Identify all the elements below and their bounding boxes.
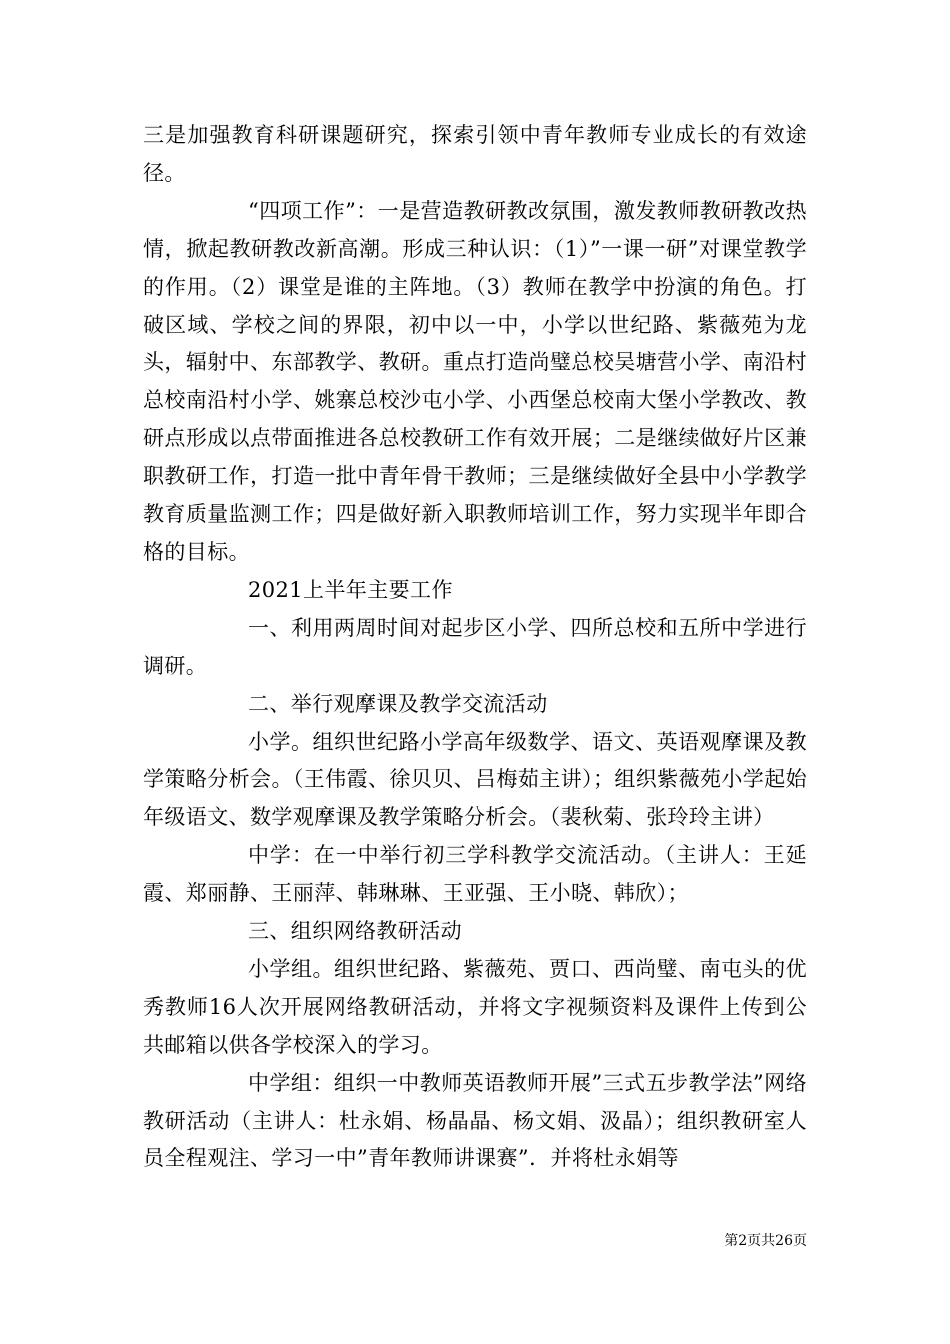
section-title-2021-first-half: 2021上半年主要工作 [248,577,453,602]
heading-item-three: 三、组织网络教研活动 [248,919,462,944]
paragraph-four-tasks: “四项工作”：一是营造教研教改氛围，激发教师教研教改热情，掀起教研教改新高潮。形成三种认识：（1）”一课一研”对课堂教学的作用。（2）课堂是谁的主阵地。（3）教师在教学中扮演的角色。打破区域、学校之间的界限，初中以一中，小学以世纪路、紫薇苑为龙头，辐射中、东部教学、教研。重点打造尚璧总校吴塘营小学、南沿村总校南沿村小学、姚寨总校沙屯小学、小西堡总校南大堡小学教改、教研点形成以点带面推进各总校教研工作有效开展；二是继续做好片区兼职教研工作，打造一批中青年骨干教师；三是继续做好全县中小学教学教育质量监测工作；四是做好新入职教师培训工作，努力实现半年即合格的目标。 [143,198,807,564]
page-number-footer: 第2页共26页 [724,1233,807,1249]
paragraph-continuation: 三是加强教育科研课题研究，探索引领中青年教师专业成长的有效途径。 [143,123,807,185]
paragraph-middle-school: 中学：在一中举行初三学科教学交流活动。（主讲人：王延霞、郑丽静、王丽萍、韩琳琳、王亚强、王小晓、韩欣）； [143,843,807,906]
heading-item-two: 二、举行观摩课及教学交流活动 [248,691,548,716]
paragraph-primary-school: 小学。组织世纪路小学高年级数学、语文、英语观摩课及教学策略分析会。（王伟霞、徐贝贝、吕梅茹主讲）；组织紫薇苑小学起始年级语文、数学观摩课及教学策略分析会。（裴秋菊、张玲玲主讲） [143,729,807,830]
paragraph-primary-group: 小学组。组织世纪路、紫薇苑、贾口、西尚璧、南屯头的优秀教师16人次开展网络教研活动，并将文字视频资料及课件上传到公共邮箱以供各学校深入的学习。 [143,956,807,1057]
document-body [143,117,807,1178]
paragraph-middle-group: 中学组：组织一中教师英语教师开展”三式五步教学法”网络教研活动（主讲人：杜永娟、杨晶晶、杨文娟、汲晶）；组织教研室人员全程观注、学习一中”青年教师讲课赛”．并将杜永娟等 [143,1070,807,1171]
paragraph-item-one: 一、利用两周时间对起步区小学、四所总校和五所中学进行调研。 [143,615,807,678]
